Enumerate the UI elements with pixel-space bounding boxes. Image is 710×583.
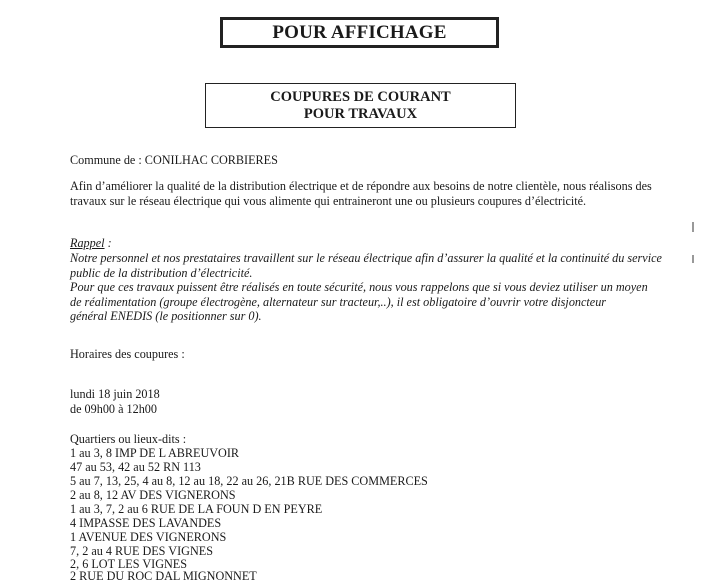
pour-affichage-label: POUR AFFICHAGE [272,22,447,43]
quartier-item: 5 au 7, 13, 25, 4 au 8, 12 au 18, 22 au 26, 21B RUE DES COMMERCES [70,474,428,488]
quartier-item: 1 au 3, 7, 2 au 6 RUE DE LA FOUN D EN PEYRE [70,502,323,516]
rappel-line-5: général ENEDIS (le positionner sur 0). [70,309,262,323]
quartier-item: 47 au 53, 42 au 52 RN 113 [70,460,201,474]
rappel-heading-label: Rappel [70,236,105,250]
scan-mark [692,222,694,232]
quartier-item: 2 au 8, 12 AV DES VIGNERONS [70,488,236,502]
intro-line-1: Afin d’améliorer la qualité de la distribution électrique et de répondre aux besoins de notre clientèle, nous réalisons des [70,179,652,193]
commune-line: Commune de : CONILHAC CORBIERES [70,153,278,167]
pour-affichage-box [220,17,499,48]
quartier-item: 1 AVENUE DES VIGNERONS [70,530,227,544]
rappel-heading-suffix: : [104,236,112,250]
intro-line-2: travaux sur le réseau électrique qui vous alimente qui entraineront une ou plusieurs coupures d’électricité. [70,194,587,208]
title-line-1: COUPURES DE COURANT [270,89,451,105]
scan-mark [692,255,694,263]
rappel-line-2: public de la distribution d’électricité. [70,266,253,280]
rappel-line-4: de réalimentation (groupe électrogène, alternateur sur tracteur,..), il est obligatoire d’ouvrir votre disjoncteur [70,295,607,309]
quartier-item: 2 RUE DU ROC DAL MIGNONNET [70,569,257,583]
date-line: lundi 18 juin 2018 [70,387,160,401]
quartier-item: 7, 2 au 4 RUE DES VIGNES [70,544,213,558]
title-box [205,83,516,128]
rappel-heading [70,236,112,250]
time-line: de 09h00 à 12h00 [70,402,157,416]
quartier-item: 1 au 3, 8 IMP DE L ABREUVOIR [70,446,240,460]
quartier-item: 4 IMPASSE DES LAVANDES [70,516,222,530]
quartier-item: 2, 6 LOT LES VIGNES [70,557,188,571]
rappel-line-1: Notre personnel et nos prestataires travaillent sur le réseau électrique afin d’assurer la qualité et la continuité du service [70,251,662,265]
title-line-2: POUR TRAVAUX [303,106,418,122]
rappel-line-3: Pour que ces travaux puissent être réalisés en toute sécurité, nous vous rappelons que si vous deviez utiliser un moyen [70,280,648,294]
horaires-label: Horaires des coupures : [70,347,185,361]
quartiers-label: Quartiers ou lieux-dits : [70,432,187,446]
